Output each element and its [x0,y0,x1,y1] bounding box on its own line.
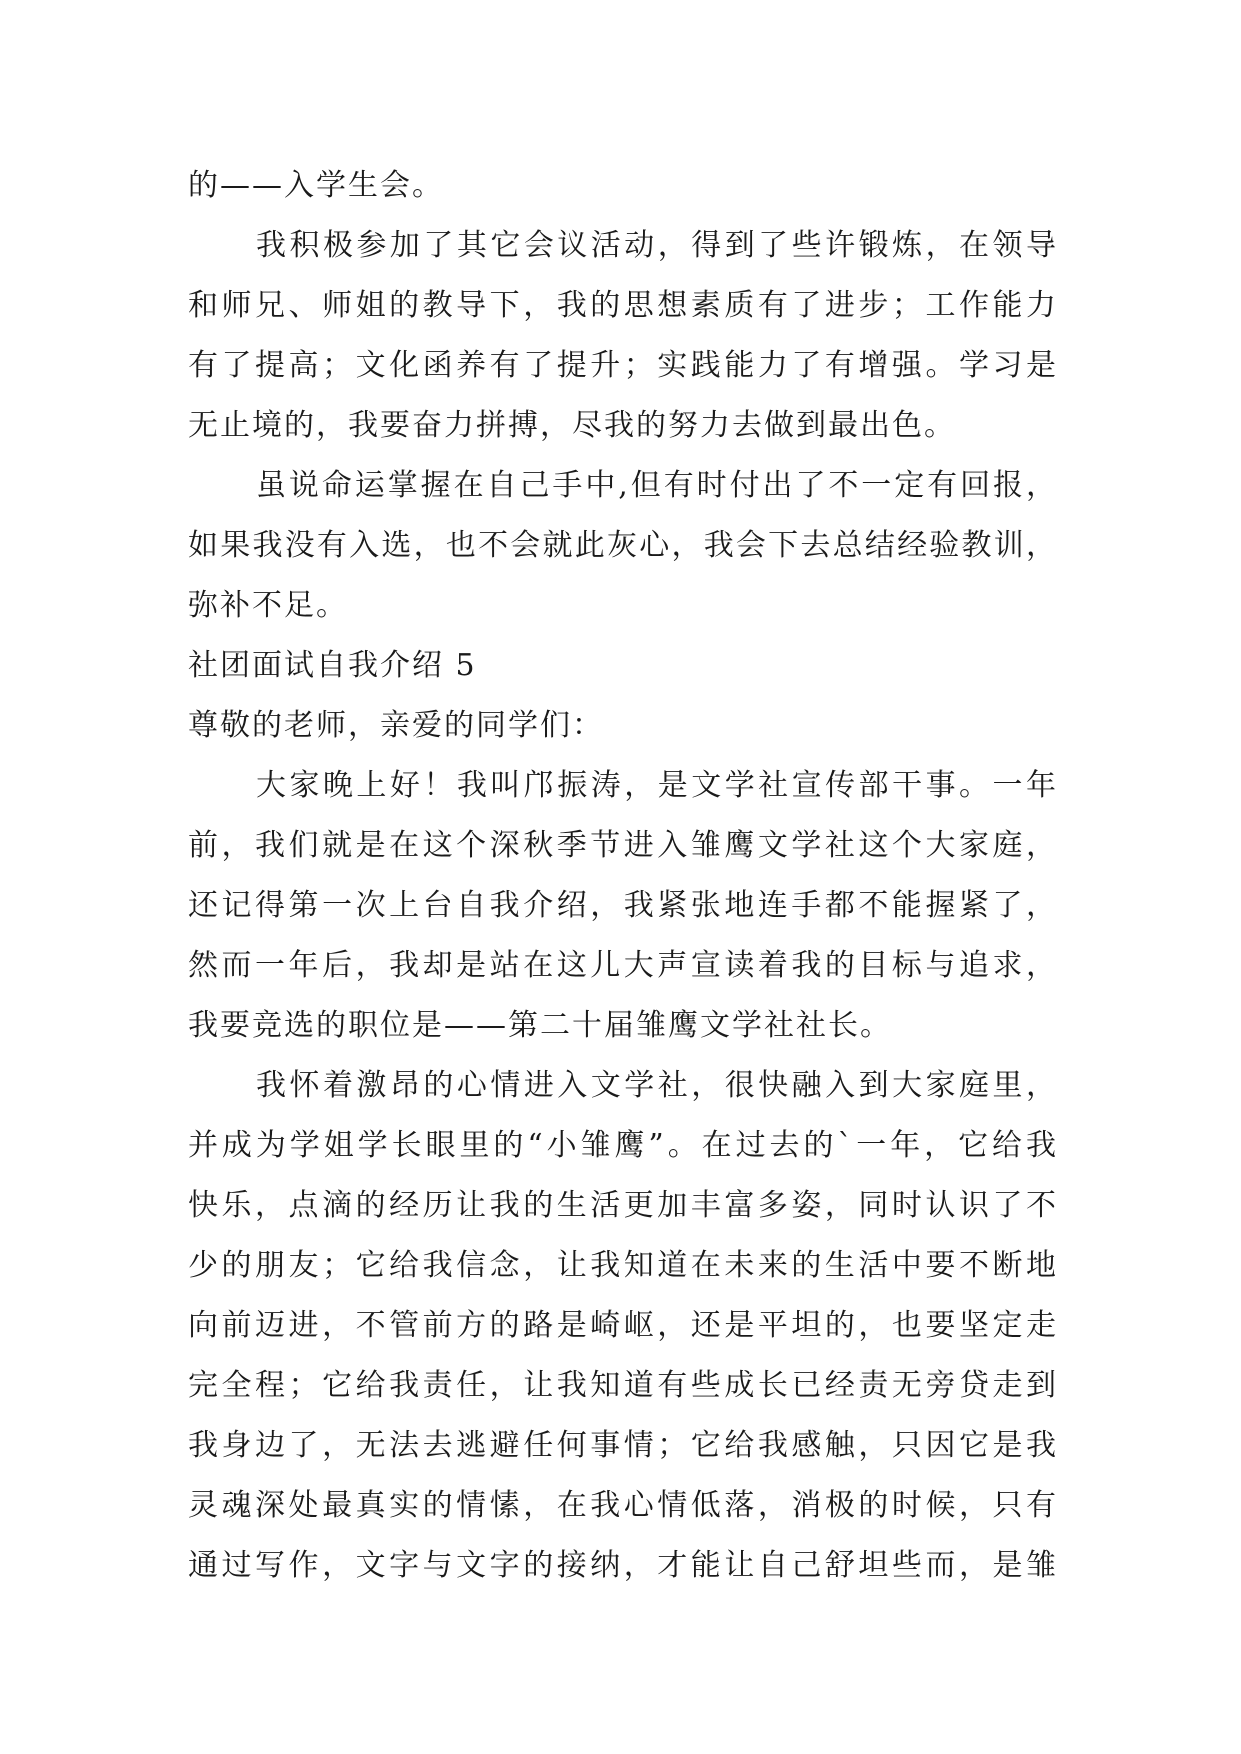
text-line: 有了提高；文化函养有了提升；实践能力了有增强。学习是 [188,348,1058,383]
text-line: 无止境的，我要奋力拼搏，尽我的努力去做到最出色。 [188,408,956,443]
text-line: 并成为学姐学长眼里的“小雏鹰”。在过去的`一年，它给我 [188,1128,1058,1163]
text-line: 我要竞选的职位是——第二十届雏鹰文学社社长。 [188,1008,892,1043]
text-line: 然而一年后，我却是站在这儿大声宣读着我的目标与追求， [188,948,1058,983]
document-body [188,156,1058,1596]
text-line: 我身边了，无法去逃避任何事情；它给我感触，只因它是我 [188,1428,1058,1463]
text-line: 灵魂深处最真实的情愫，在我心情低落，消极的时候，只有 [188,1488,1058,1523]
text-line: 大家晚上好！我叫邝振涛，是文学社宣传部干事。一年 [256,768,1058,803]
text-line: 快乐，点滴的经历让我的生活更加丰富多姿，同时认识了不 [188,1188,1058,1223]
text-line: 向前迈进，不管前方的路是崎岖，还是平坦的，也要坚定走 [188,1308,1058,1343]
text-line: 通过写作，文字与文字的接纳，才能让自己舒坦些而，是雏 [188,1548,1058,1583]
text-line: 前，我们就是在这个深秋季节进入雏鹰文学社这个大家庭， [188,828,1058,863]
text-line: 如果我没有入选，也不会就此灰心，我会下去总结经验教训， [188,528,1058,563]
text-line: 弥补不足。 [188,588,348,623]
text-line: 社团面试自我介绍 5 [188,648,477,683]
text-line: 和师兄、师姐的教导下，我的思想素质有了进步；工作能力 [188,288,1058,323]
text-line: 完全程；它给我责任，让我知道有些成长已经责无旁贷走到 [188,1368,1058,1403]
text-line: 的——入学生会。 [188,168,444,203]
text-line: 我怀着激昂的心情进入文学社，很快融入到大家庭里， [256,1068,1058,1103]
text-line: 我积极参加了其它会议活动，得到了些许锻炼，在领导 [256,228,1058,263]
text-line: 少的朋友；它给我信念，让我知道在未来的生活中要不断地 [188,1248,1058,1283]
text-line: 尊敬的老师，亲爱的同学们： [188,708,604,743]
text-line: 还记得第一次上台自我介绍，我紧张地连手都不能握紧了， [188,888,1058,923]
text-line: 虽说命运掌握在自己手中,但有时付出了不一定有回报， [256,468,1058,503]
